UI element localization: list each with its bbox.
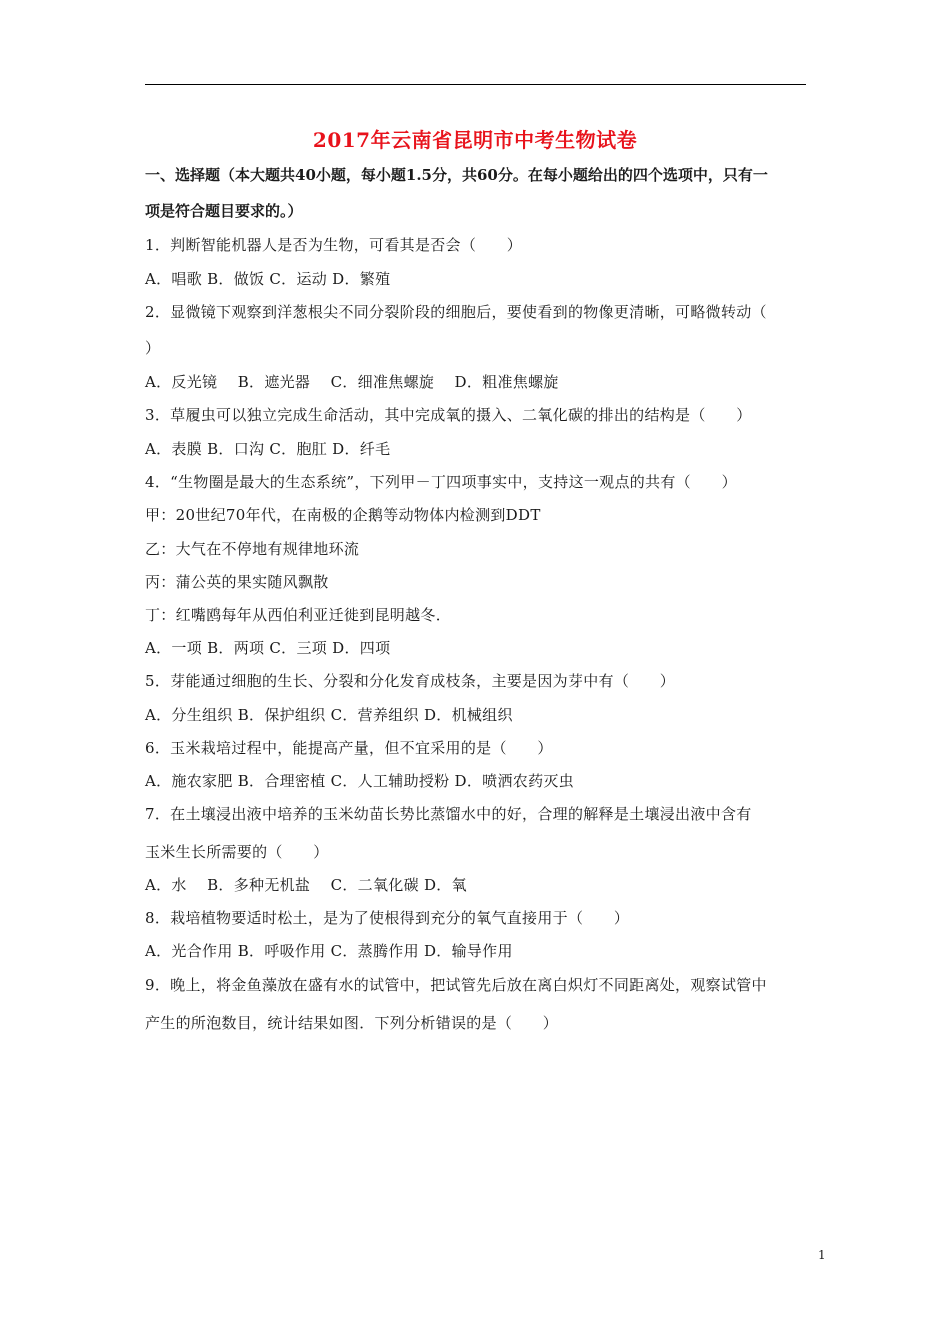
- question-4-item-yi: 乙：大气在不停地有规律地环流: [145, 540, 360, 558]
- question-2: 2．显微镜下观察到洋葱根尖不同分裂阶段的细胞后，要使看到的物像更清晰，可略微转动（: [145, 303, 767, 321]
- page-number: 1: [818, 1248, 826, 1262]
- options-5: A．分生组织 B．保护组织 C．营养组织 D．机械组织: [145, 706, 513, 724]
- page-title: 2017年云南省昆明市中考生物试卷: [312, 128, 638, 152]
- header-rule: [145, 84, 806, 85]
- options-7: A．水 B．多种无机盐 C．二氧化碳 D．氧: [145, 876, 467, 894]
- question-9: 9．晚上，将金鱼藻放在盛有水的试管中，把试管先后放在离白炽灯不同距离处，观察试管中: [145, 976, 767, 994]
- question-9-cont: 产生的所泡数目，统计结果如图．下列分析错误的是（ ）: [145, 1014, 559, 1032]
- options-2: A．反光镜 B．遮光器 C．细准焦螺旋 D．粗准焦螺旋: [145, 373, 559, 391]
- section-header-line-1: 一、选择题（本大题共40小题，每小题1.5分，共60分。在每小题给出的四个选项中，只有一: [145, 166, 768, 184]
- question-5: 5．芽能通过细胞的生长、分裂和分化发育成枝条，主要是因为芽中有（ ）: [145, 672, 676, 690]
- question-1: 1．判断智能机器人是否为生物，可看其是否会（ ）: [145, 236, 523, 254]
- question-7-cont: 玉米生长所需要的（ ）: [145, 843, 329, 861]
- question-4-item-jia: 甲：20世纪70年代，在南极的企鹅等动物体内检测到DDT: [145, 506, 541, 524]
- options-8: A．光合作用 B．呼吸作用 C．蒸腾作用 D．输导作用: [145, 942, 513, 960]
- options-6: A．施农家肥 B．合理密植 C．人工辅助授粉 D．喷洒农药灭虫: [145, 772, 574, 790]
- options-3: A．表膜 B．口沟 C．胞肛 D．纤毛: [145, 440, 391, 458]
- options-1: A．唱歌 B．做饭 C．运动 D．繁殖: [145, 270, 391, 288]
- question-4: 4．“生物圈是最大的生态系统”，下列甲－丁四项事实中，支持这一观点的共有（ ）: [145, 473, 737, 491]
- question-7: 7．在土壤浸出液中培养的玉米幼苗长势比蒸馏水中的好，合理的解释是土壤浸出液中含有: [145, 805, 752, 823]
- question-8: 8．栽培植物要适时松土，是为了使根得到充分的氧气直接用于（ ）: [145, 909, 630, 927]
- question-2-cont: ）: [145, 339, 161, 357]
- question-3: 3．草履虫可以独立完成生命活动，其中完成氧的摄入、二氧化碳的排出的结构是（ ）: [145, 406, 752, 424]
- question-4-item-ding: 丁：红嘴鸥每年从西伯利亚迁徙到昆明越冬．: [145, 606, 452, 624]
- question-4-item-bing: 丙：蒲公英的果实随风飘散: [145, 573, 329, 591]
- question-6: 6．玉米栽培过程中，能提高产量，但不宜采用的是（ ）: [145, 739, 553, 757]
- options-4: A．一项 B．两项 C．三项 D．四项: [145, 639, 391, 657]
- section-header-line-2: 项是符合题目要求的。）: [145, 202, 303, 220]
